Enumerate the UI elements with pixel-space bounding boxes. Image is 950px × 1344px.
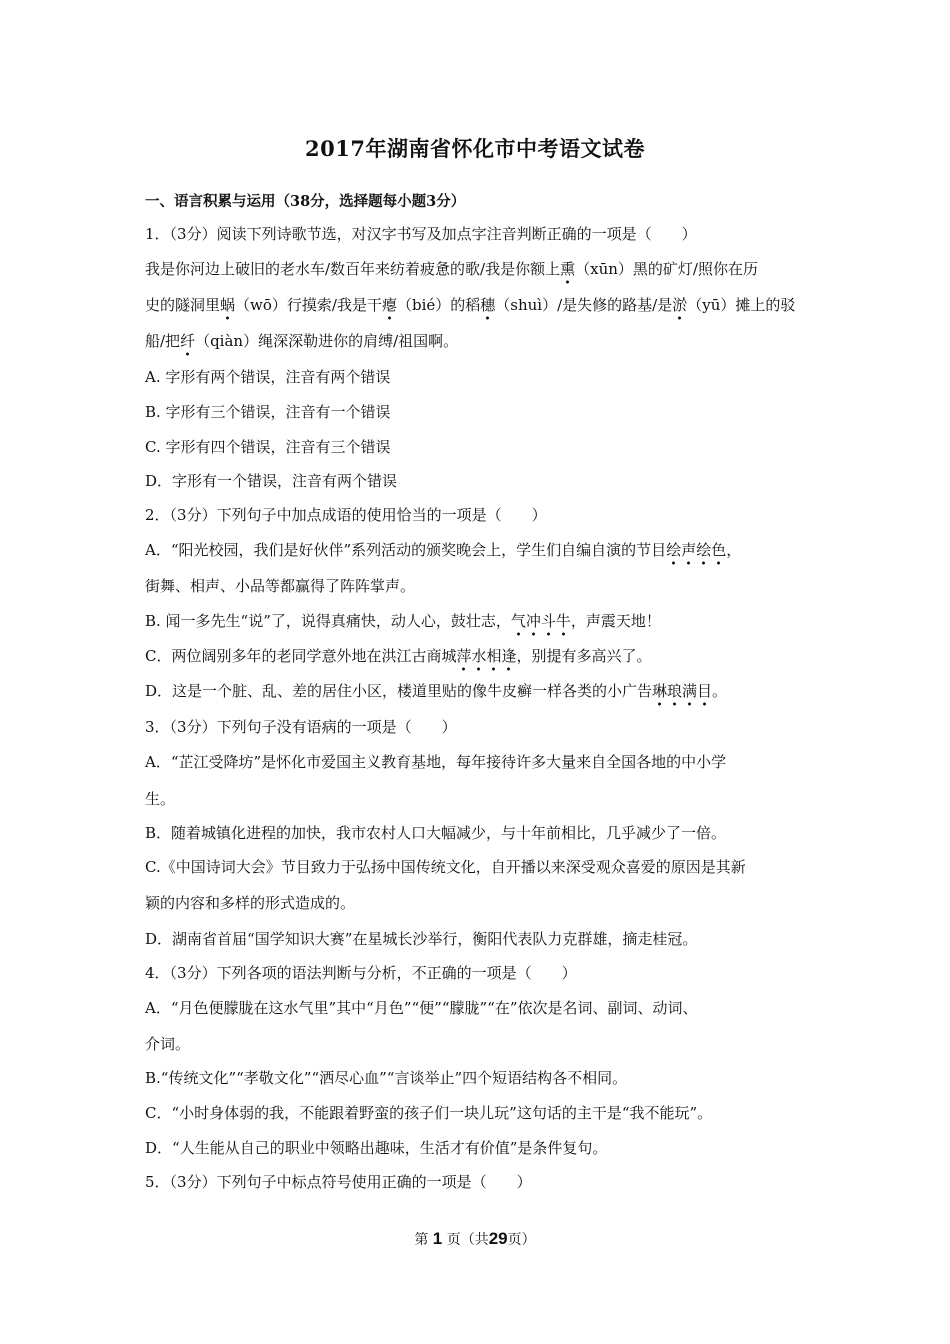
q4-stem: 4．（3分）下列各项的语法判断与分析，不正确的一项是（ ） bbox=[145, 964, 577, 982]
text: ，声震天地！ bbox=[570, 612, 661, 630]
text: B. 闻一多先生“说”了，说得真痛快，动人心，鼓壮志， bbox=[145, 612, 511, 630]
text: D．这是一个脏、乱、差的居住小区，楼道里贴的像牛皮癣一样各类的小广告 bbox=[145, 682, 653, 700]
q4-option-a-cont: 介词。 bbox=[145, 1035, 191, 1053]
text: 史的隧洞里 bbox=[145, 296, 221, 314]
q2-option-b bbox=[145, 611, 661, 631]
dotted-idiom: 琳琅满目 bbox=[652, 682, 712, 706]
q4-option-b: B.“传统文化”“孝敬文化”“洒尽心血”“言谈举止”四个短语结构各不相同。 bbox=[145, 1069, 628, 1087]
q1-option-b: B. 字形有三个错误，注音有一个错误 bbox=[145, 403, 391, 421]
text: 船/把 bbox=[145, 332, 181, 350]
dotted-char: 瘪 bbox=[382, 296, 397, 320]
text: C．两位阔别多年的老同学意外地在洪江古商城 bbox=[145, 647, 457, 665]
q2-option-a-cont: 街舞、相声、小品等都赢得了阵阵掌声。 bbox=[145, 577, 416, 595]
dotted-char: 穗 bbox=[480, 296, 495, 320]
q1-option-a: A. 字形有两个错误，注音有两个错误 bbox=[145, 368, 391, 386]
footer-text: 页（共 bbox=[446, 1232, 489, 1248]
q2-option-a bbox=[145, 540, 741, 560]
q3-option-c-cont: 颖的内容和多样的形式造成的。 bbox=[145, 894, 356, 912]
text: A．“阳光校园，我们是好伙伴”系列活动的颁奖晚会上，学生们自编自演的节目 bbox=[145, 541, 667, 559]
page-number: 1 bbox=[432, 1229, 443, 1248]
dotted-idiom: 绘声绘色 bbox=[666, 541, 726, 565]
text: （xūn）黑的矿灯/照你在历 bbox=[575, 260, 758, 278]
section-heading: 一、语言积累与运用（38分，选择题每小题3分） bbox=[145, 193, 466, 210]
q4-option-c: C．“小时身体弱的我，不能跟着野蛮的孩子们一块儿玩”这句话的主干是“我不能玩”。 bbox=[145, 1104, 713, 1122]
q3-option-a-cont: 生。 bbox=[145, 790, 176, 808]
q1-poem-line-2 bbox=[145, 295, 795, 315]
q3-stem: 3．（3分）下列句子没有语病的一项是（ ） bbox=[145, 718, 457, 736]
footer-text: 页） bbox=[507, 1232, 536, 1248]
q3-option-d: D．湖南省首届“国学知识大赛”在星城长沙举行，衡阳代表队力克群雄，摘走桂冠。 bbox=[145, 930, 698, 948]
dotted-char: 淤 bbox=[672, 296, 687, 320]
q1-stem: 1．（3分）阅读下列诗歌节选，对汉字书写及加点字注音判断正确的一项是（ ） bbox=[145, 225, 697, 243]
text: （yū）摊上的驳 bbox=[687, 296, 796, 314]
text: ， bbox=[726, 541, 742, 559]
dotted-idiom: 萍水相逢 bbox=[456, 647, 516, 671]
q1-option-d: D．字形有一个错误，注音有两个错误 bbox=[145, 472, 398, 490]
q2-option-d bbox=[145, 681, 727, 701]
page-total: 29 bbox=[488, 1229, 508, 1248]
document-title: 2017年湖南省怀化市中考语文试卷 bbox=[305, 136, 645, 161]
page-footer bbox=[0, 1229, 950, 1249]
q4-option-a: A．“月色便朦胧在这水气里”其中“月色”“便”“朦胧”“在”依次是名词、副词、动词、 bbox=[145, 999, 698, 1017]
text: （shuì）/是失修的路基/是 bbox=[495, 296, 673, 314]
text: 我是你河边上破旧的老水车/数百年来纺着疲惫的歌/我是你额上 bbox=[145, 260, 561, 278]
text: （qiàn）绳深深勒进你的肩缚/祖国啊。 bbox=[195, 332, 459, 350]
text: ，别提有多高兴了。 bbox=[516, 647, 652, 665]
q3-option-b: B．随着城镇化进程的加快，我市农村人口大幅减少，与十年前相比，几乎减少了一倍。 bbox=[145, 824, 727, 842]
q1-option-c: C. 字形有四个错误，注音有三个错误 bbox=[145, 438, 391, 456]
q3-option-c: C.《中国诗词大会》节目致力于弘扬中国传统文化，自开播以来深受观众喜爱的原因是其新 bbox=[145, 858, 746, 876]
q4-option-d: D．“人生能从自己的职业中领略出趣味，生活才有价值”是条件复句。 bbox=[145, 1139, 608, 1157]
q2-option-c bbox=[145, 646, 652, 666]
text: （wō）行摸索/我是干 bbox=[235, 296, 382, 314]
q2-stem: 2．（3分）下列句子中加点成语的使用恰当的一项是（ ） bbox=[145, 506, 547, 524]
dotted-idiom: 气冲斗牛 bbox=[511, 612, 571, 636]
text: （bié）的稻 bbox=[396, 296, 481, 314]
q3-option-a: A．“芷江受降坊”是怀化市爱国主义教育基地，每年接待许多大量来自全国各地的中小学 bbox=[145, 753, 727, 771]
q1-poem-line-1 bbox=[145, 259, 758, 279]
q5-stem: 5．（3分）下列句子中标点符号使用正确的一项是（ ） bbox=[145, 1173, 532, 1191]
dotted-char: 蜗 bbox=[220, 296, 235, 320]
footer-text: 第 bbox=[414, 1232, 429, 1248]
dotted-char: 纤 bbox=[180, 332, 195, 356]
dotted-char: 熏 bbox=[560, 260, 575, 284]
q1-poem-line-3 bbox=[145, 331, 458, 351]
text: 。 bbox=[712, 682, 728, 700]
